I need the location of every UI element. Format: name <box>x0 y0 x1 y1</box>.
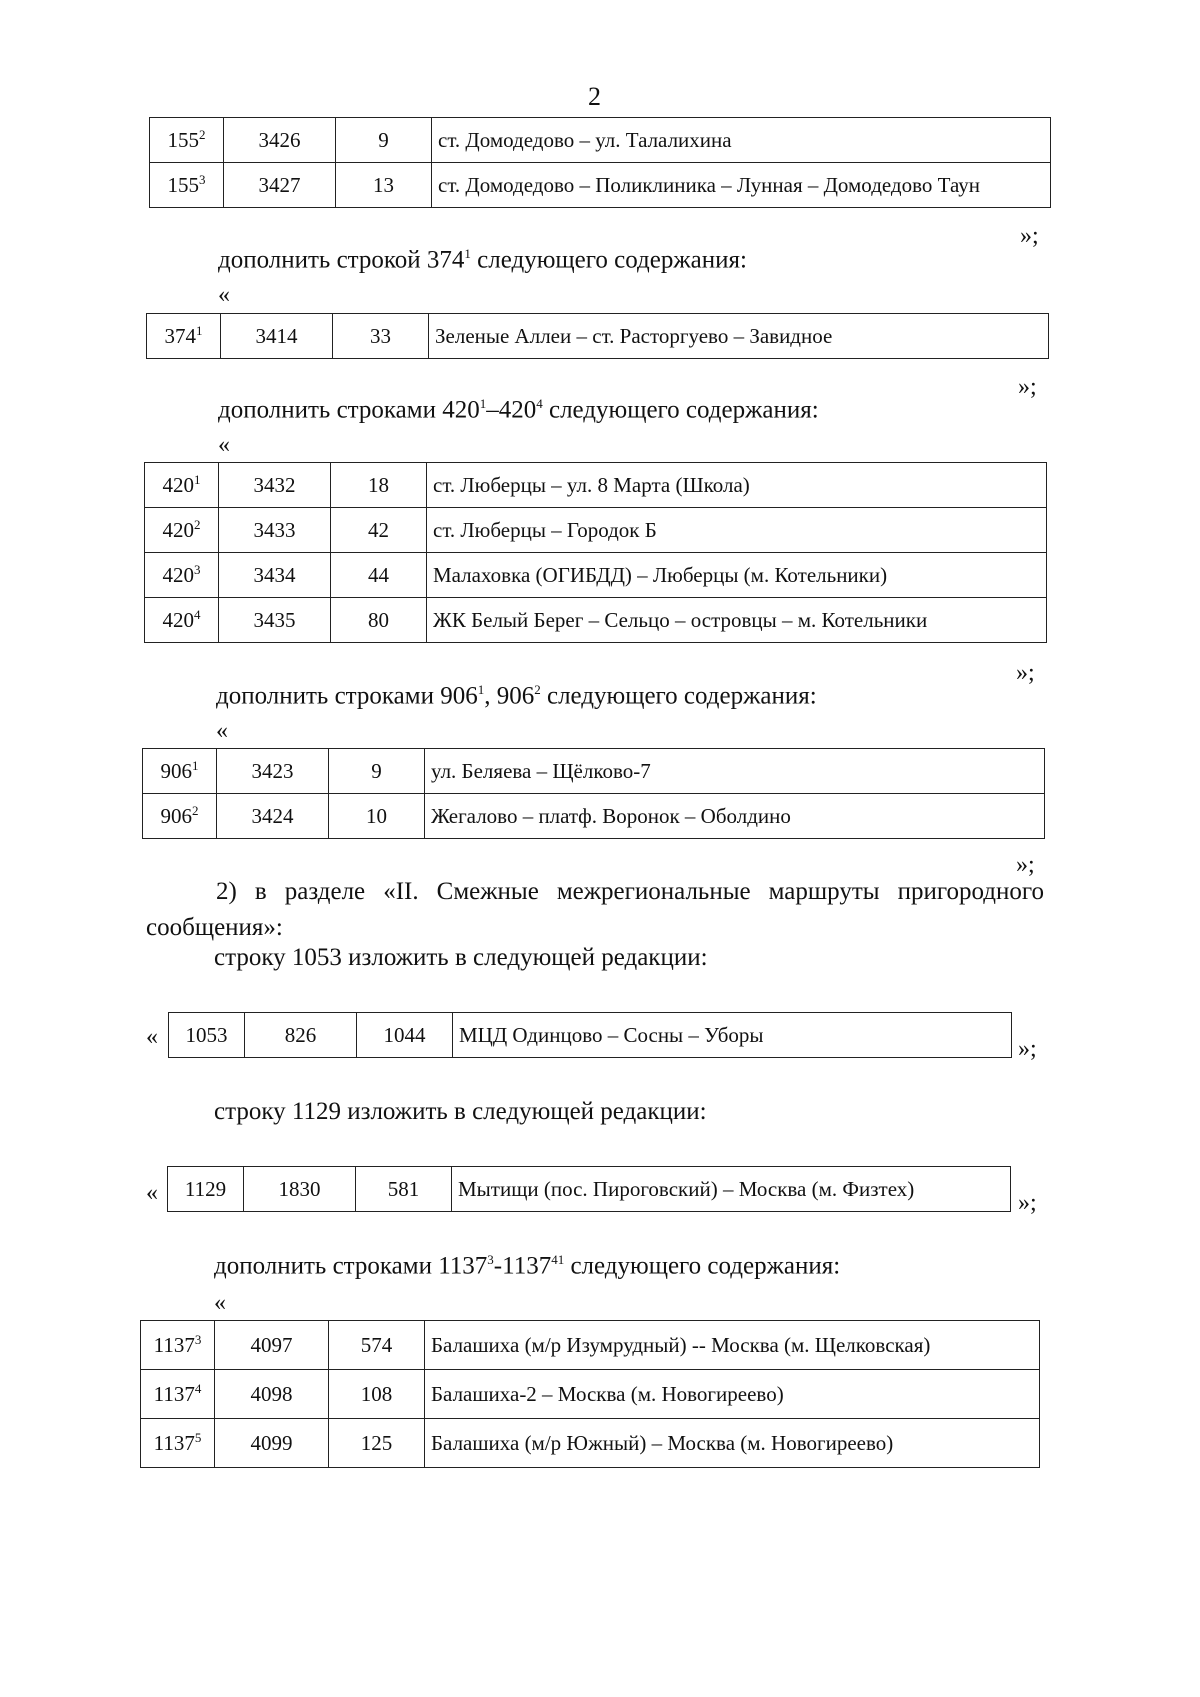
row-number: 1137$^4$ <box>141 1370 215 1419</box>
route-name: ЖК Белый Берег – Сельцо – островцы – м. Котельники <box>427 598 1047 643</box>
routes-table-906 <box>142 748 1045 839</box>
closing-quote: »; <box>1018 1036 1037 1062</box>
table-row <box>147 314 1049 359</box>
table-row <box>145 508 1047 553</box>
table-row <box>141 1419 1040 1468</box>
route-number: 108 <box>329 1370 425 1419</box>
table-row <box>145 598 1047 643</box>
route-name: Балашиха (м/р Изумрудный) -- Москва (м. Щелковская) <box>425 1321 1040 1370</box>
registration-number: 3414 <box>221 314 333 359</box>
route-number: 33 <box>333 314 429 359</box>
route-name: Балашиха (м/р Южный) – Москва (м. Новогиреево) <box>425 1419 1040 1468</box>
paragraph-row-1053: строку 1053 изложить в следующей редакции: <box>214 944 708 971</box>
route-number: 18 <box>331 463 427 508</box>
opening-quote: « <box>214 1290 226 1316</box>
route-number: 9 <box>329 749 425 794</box>
table-row <box>145 553 1047 598</box>
closing-quote: »; <box>1020 223 1039 249</box>
route-name: МЦД Одинцово – Сосны – Уборы <box>453 1013 1012 1058</box>
table-row <box>143 794 1045 839</box>
row-number: 1137$^5$ <box>141 1419 215 1468</box>
opening-quote: « <box>218 282 230 308</box>
row-number: 1137$^3$ <box>141 1321 215 1370</box>
registration-number: 3433 <box>219 508 331 553</box>
row-number: $906^1$ <box>143 749 217 794</box>
route-name: Мытищи (пос. Пироговский) – Москва (м. Физтех) <box>452 1167 1011 1212</box>
row-number: $420^2$ <box>145 508 219 553</box>
closing-quote: »; <box>1016 852 1035 878</box>
route-number: 13 <box>336 163 432 208</box>
route-number: 125 <box>329 1419 425 1468</box>
route-name: ст. Домодедово – ул. Талалихина <box>432 118 1051 163</box>
route-number: 574 <box>329 1321 425 1370</box>
row-number: $155^3$ <box>150 163 224 208</box>
route-number: 1044 <box>357 1013 453 1058</box>
registration-number: 3434 <box>219 553 331 598</box>
routes-table-155 <box>149 117 1051 208</box>
route-number: 10 <box>329 794 425 839</box>
registration-number: 4098 <box>215 1370 329 1419</box>
row-number: 1129 <box>168 1167 244 1212</box>
registration-number: 1830 <box>244 1167 356 1212</box>
table-row <box>141 1321 1040 1370</box>
registration-number: 4099 <box>215 1419 329 1468</box>
registration-number: 3435 <box>219 598 331 643</box>
routes-table-1053 <box>168 1012 1012 1058</box>
paragraph-row-1129: строку 1129 изложить в следующей редакции: <box>214 1098 707 1125</box>
row-number: $420^1$ <box>145 463 219 508</box>
registration-number: 3423 <box>217 749 329 794</box>
registration-number: 3432 <box>219 463 331 508</box>
opening-quote: « <box>146 1024 158 1050</box>
registration-number: 826 <box>245 1013 357 1058</box>
routes-table-1129 <box>167 1166 1011 1212</box>
routes-table-1137 <box>140 1320 1040 1468</box>
opening-quote: « <box>216 718 228 744</box>
table-row <box>169 1013 1012 1058</box>
route-number: 80 <box>331 598 427 643</box>
route-number: 44 <box>331 553 427 598</box>
routes-table-374 <box>146 313 1049 359</box>
registration-number: 3424 <box>217 794 329 839</box>
paragraph-add-1137: дополнить строками 1137$^3$-1137$^{41}$ следующего содержания: <box>214 1252 841 1280</box>
table-row <box>150 163 1051 208</box>
row-number: $906^2$ <box>143 794 217 839</box>
closing-quote: »; <box>1016 660 1035 686</box>
page-number: 2 <box>588 82 601 111</box>
registration-number: 3427 <box>224 163 336 208</box>
closing-quote: »; <box>1018 374 1037 400</box>
table-row <box>141 1370 1040 1419</box>
row-number: $374^1$ <box>147 314 221 359</box>
paragraph-add-420: дополнить строками $420^1-420^4$ следующего содержания: <box>218 396 819 424</box>
paragraph-add-906: дополнить строками $906^1$, $906^2$ следующего содержания: <box>216 682 817 710</box>
route-number: 9 <box>336 118 432 163</box>
route-name: ст. Люберцы – Городок Б <box>427 508 1047 553</box>
registration-number: 3426 <box>224 118 336 163</box>
route-name: Зеленые Аллеи – ст. Расторгуево – Завидное <box>429 314 1049 359</box>
table-row <box>143 749 1045 794</box>
route-name: Балашиха-2 – Москва (м. Новогиреево) <box>425 1370 1040 1419</box>
table-row <box>168 1167 1011 1212</box>
route-name: Малаховка (ОГИБДД) – Люберцы (м. Котельники) <box>427 553 1047 598</box>
route-name: ул. Беляева – Щёлково-7 <box>425 749 1045 794</box>
opening-quote: « <box>146 1180 158 1206</box>
row-number: $420^3$ <box>145 553 219 598</box>
route-name: ст. Домодедово – Поликлиника – Лунная – Домодедово Таун <box>432 163 1051 208</box>
registration-number: 4097 <box>215 1321 329 1370</box>
paragraph-add-374: дополнить строкой $374^1$ следующего содержания: <box>218 246 747 274</box>
row-number: $155^2$ <box>150 118 224 163</box>
route-number: 581 <box>356 1167 452 1212</box>
route-name: ст. Люберцы – ул. 8 Марта (Школа) <box>427 463 1047 508</box>
routes-table-420 <box>144 462 1047 643</box>
closing-quote: »; <box>1018 1190 1037 1216</box>
table-row <box>145 463 1047 508</box>
row-number: 1053 <box>169 1013 245 1058</box>
route-number: 42 <box>331 508 427 553</box>
route-name: Жегалово – платф. Воронок – Оболдино <box>425 794 1045 839</box>
row-number: $420^4$ <box>145 598 219 643</box>
table-row <box>150 118 1051 163</box>
opening-quote: « <box>218 432 230 458</box>
paragraph-section-ii: 2) в разделе «II. Смежные межрегиональные маршруты пригородного сообщения»: <box>146 878 1044 941</box>
